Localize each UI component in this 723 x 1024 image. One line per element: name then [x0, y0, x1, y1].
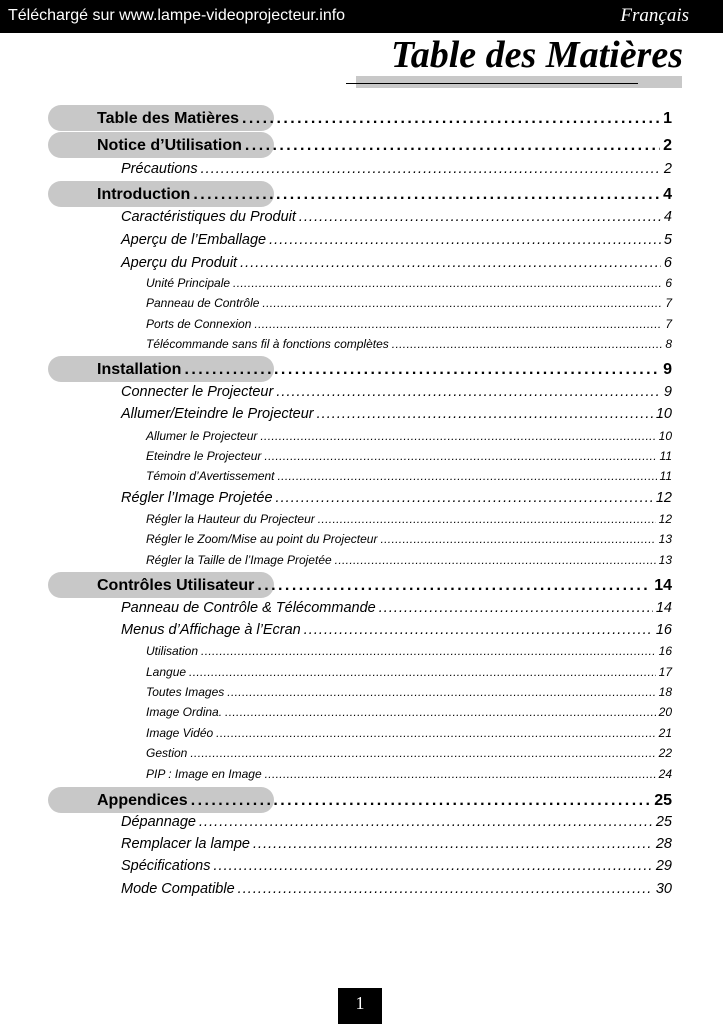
toc-entry[interactable]: Aperçu de l’Emballage . . . 5 — [121, 232, 672, 248]
toc-entry-section[interactable]: Notice d’Utilisation . . . 2 — [97, 137, 672, 155]
toc-entry-section[interactable]: Appendices . . . 25 — [97, 792, 672, 810]
toc-entry[interactable]: Connecter le Projecteur . . . 9 — [121, 384, 672, 400]
toc-subentry[interactable]: Utilisation . . . 16 — [146, 644, 672, 658]
toc-subentry[interactable]: Eteindre le Projecteur . . . 11 — [146, 449, 672, 463]
toc-entry-section[interactable]: Introduction . . . 4 — [97, 186, 672, 204]
toc-entry-section[interactable]: Table des Matières . . . 1 — [97, 110, 672, 128]
toc-entry[interactable]: Aperçu du Produit . . . 6 — [121, 255, 672, 271]
toc-entry[interactable]: Spécifications . . . 29 — [121, 858, 672, 874]
toc-subentry[interactable]: Gestion . . . 22 — [146, 746, 672, 760]
toc-entry[interactable]: Mode Compatible . . . 30 — [121, 881, 672, 897]
toc-subentry[interactable]: Régler la Taille de l’Image Projetée . . . 13 — [146, 553, 672, 567]
toc-subentry[interactable]: Langue . . . 17 — [146, 665, 672, 679]
page-title: Table des Matières — [390, 34, 683, 76]
toc-entry[interactable]: Remplacer la lampe . . . 28 — [121, 836, 672, 852]
toc-entry[interactable]: Caractéristiques du Produit . . . 4 — [121, 209, 672, 225]
language-label: Français — [620, 5, 689, 26]
toc-subentry[interactable]: Régler le Zoom/Mise au point du Projecteur . . . 13 — [146, 532, 672, 546]
toc-entry[interactable]: Panneau de Contrôle & Télécommande . . . 14 — [121, 600, 672, 616]
toc-subentry[interactable]: Unité Principale . . . 6 — [146, 276, 672, 290]
toc-entry[interactable]: Précautions . . . 2 — [121, 161, 672, 177]
toc-subentry[interactable]: Panneau de Contrôle . . . 7 — [146, 296, 672, 310]
toc-subentry[interactable]: Image Vidéo . . . 21 — [146, 726, 672, 740]
toc-subentry[interactable]: Image Ordina. . . . 20 — [146, 705, 672, 719]
page-number: 1 — [338, 988, 382, 1024]
toc-subentry[interactable]: Télécommande sans fil à fonctions complètes . . . 8 — [146, 337, 672, 351]
toc-subentry[interactable]: PIP : Image en Image . . . 24 — [146, 767, 672, 781]
toc-subentry[interactable]: Ports de Connexion . . . 7 — [146, 317, 672, 331]
toc-entry-section[interactable]: Contrôles Utilisateur . . . 14 — [97, 577, 672, 595]
download-source-text: Téléchargé sur www.lampe-videoprojecteur.info — [8, 7, 346, 24]
toc-subentry[interactable]: Témoin d’Avertissement . . . 11 — [146, 469, 672, 483]
toc-entry-section[interactable]: Installation . . . 9 — [97, 361, 672, 379]
toc-entry[interactable]: Menus d’Affichage à l’Ecran . . . 16 — [121, 622, 672, 638]
toc-entry[interactable]: Dépannage . . . 25 — [121, 814, 672, 830]
toc-entry[interactable]: Allumer/Eteindre le Projecteur . . . 10 — [121, 406, 672, 422]
toc-subentry[interactable]: Allumer le Projecteur . . . 10 — [146, 429, 672, 443]
toc-entry[interactable]: Régler l’Image Projetée . . . 12 — [121, 490, 672, 506]
toc-subentry[interactable]: Toutes Images . . . 18 — [146, 685, 672, 699]
toc-subentry[interactable]: Régler la Hauteur du Projecteur . . . 12 — [146, 512, 672, 526]
